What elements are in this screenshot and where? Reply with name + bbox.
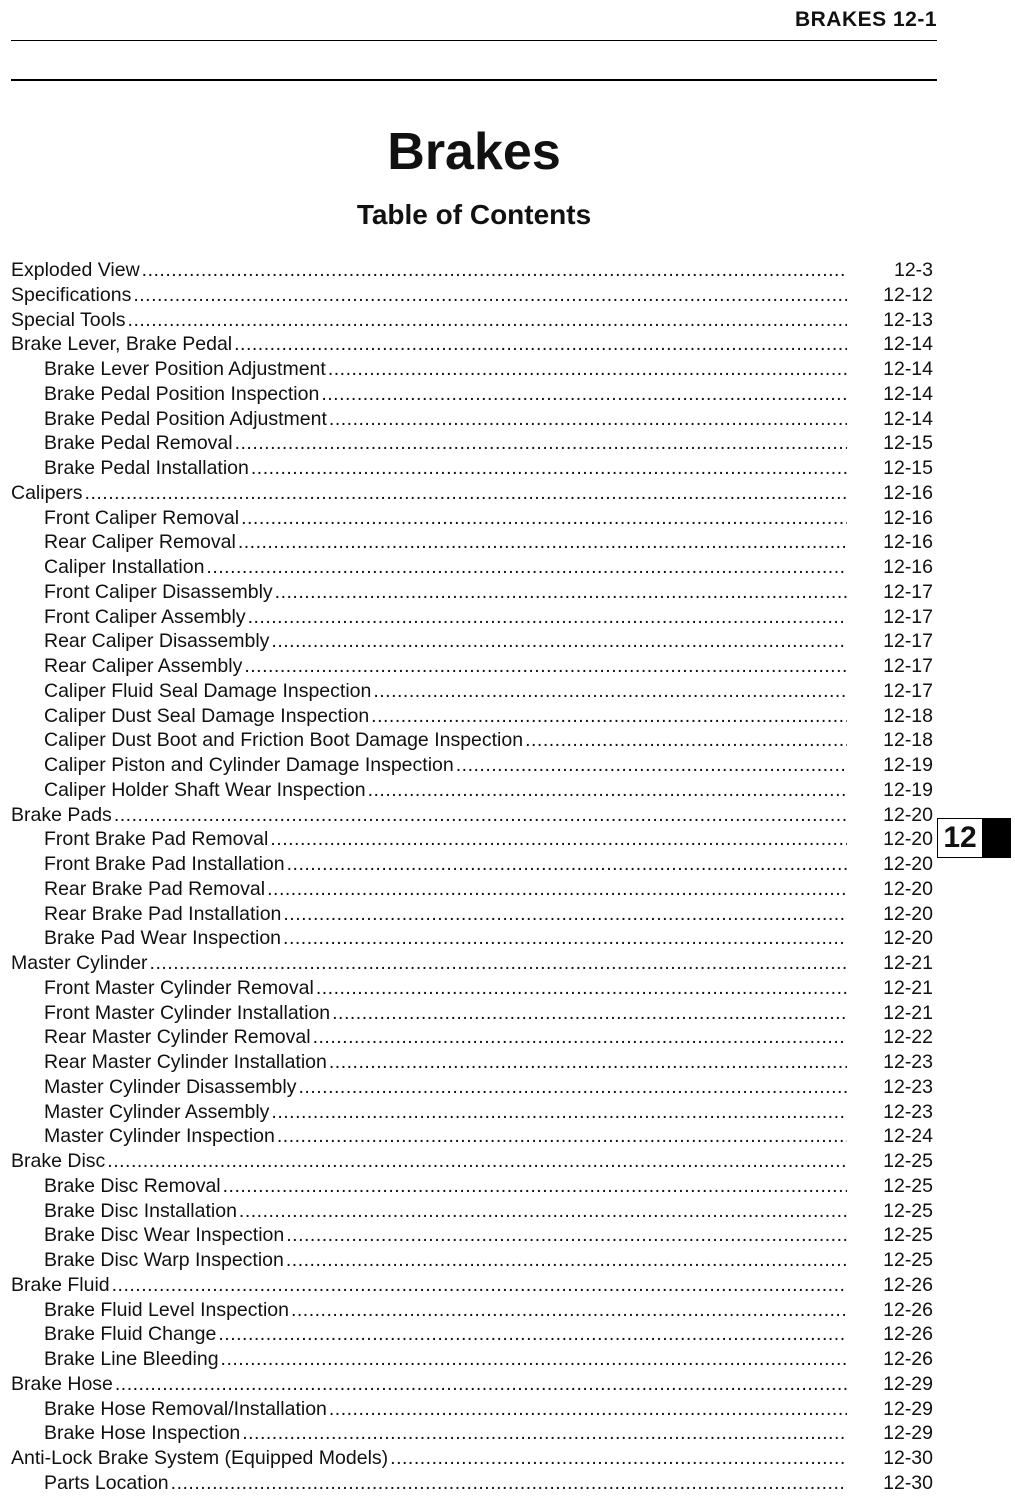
toc-dot-leader	[291, 1298, 847, 1323]
toc-page-number: 12-19	[883, 754, 933, 776]
toc-page-number: 12-15	[883, 457, 933, 479]
toc-dot-leader	[286, 1223, 847, 1248]
toc-dot-leader	[371, 704, 847, 729]
toc-page-number: 12-16	[883, 506, 933, 529]
toc-entry[interactable]	[11, 1372, 933, 1397]
toc-subentry[interactable]	[11, 778, 933, 803]
page-title: Brakes	[387, 123, 561, 181]
toc-page-number: 12-17	[883, 679, 933, 702]
toc-page-number: 12-25	[883, 1199, 933, 1222]
toc-entry-label: Caliper Piston and Cylinder Damage Inspection	[44, 754, 454, 776]
toc-subentry[interactable]	[11, 456, 933, 481]
toc-entry-label: Brake Disc	[11, 1150, 106, 1172]
toc-subentry[interactable]	[11, 1199, 933, 1224]
toc-page-number: 12-24	[883, 1125, 933, 1148]
toc-page-number: 12-25	[883, 1174, 933, 1197]
toc-subentry[interactable]	[11, 1298, 933, 1323]
toc-page-number: 12-20	[883, 853, 933, 875]
toc-entry-label: Brake Disc Installation	[44, 1199, 237, 1222]
toc-subentry[interactable]	[11, 1421, 933, 1446]
running-header: BRAKES 12-1	[794, 8, 937, 31]
toc-entry-label: Rear Caliper Removal	[44, 531, 236, 554]
toc-dot-leader	[115, 1372, 847, 1397]
toc-entry-label: Brake Pedal Position Adjustment	[44, 407, 327, 430]
toc-entry-label: Brake Hose	[11, 1372, 113, 1395]
toc-entry-label: Brake Pedal Installation	[44, 457, 249, 479]
toc-entry-label: Brake Disc Wear Inspection	[44, 1224, 285, 1247]
toc-entry-label: Caliper Fluid Seal Damage Inspection	[44, 679, 372, 702]
toc-subentry[interactable]	[11, 1001, 933, 1026]
toc-dot-leader	[234, 332, 847, 357]
toc-page-number: 12-20	[883, 902, 933, 925]
toc-subentry[interactable]	[11, 654, 933, 679]
toc-page-number: 12-26	[883, 1348, 933, 1370]
toc-dot-leader	[112, 1273, 847, 1298]
toc-page-number: 12-25	[883, 1249, 933, 1271]
toc-page-number: 12-17	[883, 655, 933, 677]
toc-page-number: 12-23	[883, 1051, 933, 1073]
toc-page-number: 12-21	[883, 1001, 933, 1024]
toc-dot-leader	[133, 283, 847, 308]
toc-page-number: 12-3	[893, 259, 933, 281]
toc-entry[interactable]	[11, 803, 933, 828]
toc-entry-label: Brake Pad Wear Inspection	[44, 927, 282, 950]
toc-dot-leader	[328, 357, 847, 382]
table-of-contents	[11, 258, 933, 1496]
toc-entry-label: Brake Hose Inspection	[44, 1422, 241, 1445]
toc-page-number: 12-21	[883, 976, 933, 999]
toc-entry[interactable]	[11, 481, 933, 506]
toc-dot-leader	[270, 827, 847, 852]
page-subtitle: Table of Contents	[356, 199, 592, 230]
toc-dot-leader	[242, 1421, 847, 1446]
toc-dot-leader	[525, 728, 847, 753]
toc-entry-label: Brake Disc Removal	[44, 1174, 221, 1197]
toc-dot-leader	[287, 852, 847, 877]
toc-subentry[interactable]	[11, 530, 933, 555]
toc-entry-label: Specifications	[11, 283, 132, 306]
toc-entry[interactable]	[11, 308, 933, 333]
toc-subentry[interactable]	[11, 753, 933, 778]
toc-subentry[interactable]	[11, 679, 933, 704]
toc-dot-leader	[267, 877, 847, 902]
toc-dot-leader	[332, 1001, 847, 1026]
toc-entry[interactable]	[11, 1446, 933, 1471]
toc-dot-leader	[271, 1100, 847, 1125]
toc-entry-label: Brake Pedal Position Inspection	[44, 382, 320, 405]
toc-entry-label: Special Tools	[11, 308, 126, 331]
toc-entry-label: Caliper Holder Shaft Wear Inspection	[44, 778, 366, 801]
toc-page-number: 12-14	[883, 333, 933, 356]
toc-dot-leader	[248, 605, 847, 630]
toc-dot-leader	[283, 926, 847, 951]
toc-subentry[interactable]	[11, 580, 933, 605]
toc-entry-label: Front Caliper Disassembly	[44, 580, 273, 603]
toc-page-number: 12-12	[883, 283, 933, 306]
toc-subentry[interactable]	[11, 605, 933, 630]
toc-dot-leader	[316, 976, 847, 1001]
toc-entry-label: Front Brake Pad Removal	[44, 828, 269, 851]
toc-entry-label: Brake Hose Removal/Installation	[44, 1397, 327, 1420]
toc-dot-leader	[235, 431, 847, 456]
toc-page-number: 12-29	[883, 1422, 933, 1445]
toc-page-number: 12-20	[883, 828, 933, 851]
toc-dot-leader	[218, 1322, 847, 1347]
toc-dot-leader	[329, 1050, 847, 1075]
toc-dot-leader	[390, 1446, 847, 1471]
header-rule	[11, 40, 937, 41]
toc-entry-label: Rear Brake Pad Installation	[44, 902, 282, 925]
toc-dot-leader	[107, 1149, 847, 1174]
toc-subentry[interactable]	[11, 1075, 933, 1100]
toc-page-number: 12-25	[883, 1150, 933, 1172]
toc-page-number: 12-18	[883, 729, 933, 752]
toc-subentry[interactable]	[11, 555, 933, 580]
toc-dot-leader	[277, 1124, 847, 1149]
toc-entry-label: Rear Caliper Disassembly	[44, 630, 270, 653]
toc-subentry[interactable]	[11, 852, 933, 877]
toc-subentry[interactable]	[11, 1124, 933, 1149]
toc-entry-label: Brake Fluid Change	[44, 1323, 217, 1346]
toc-entry[interactable]	[11, 1149, 933, 1174]
toc-dot-leader	[206, 555, 847, 580]
toc-subentry[interactable]	[11, 431, 933, 456]
toc-entry-label: Rear Master Cylinder Installation	[44, 1051, 327, 1073]
toc-dot-leader	[241, 506, 847, 531]
toc-subentry[interactable]	[11, 1025, 933, 1050]
toc-subentry[interactable]	[11, 728, 933, 753]
toc-entry-label: Parts Location	[44, 1471, 169, 1494]
toc-page-number: 12-18	[883, 704, 933, 727]
toc-page-number: 12-26	[883, 1273, 933, 1296]
toc-dot-leader	[298, 1075, 847, 1100]
toc-page-number: 12-30	[883, 1447, 933, 1469]
toc-page-number: 12-26	[883, 1323, 933, 1346]
section-tab-number: 12	[937, 818, 983, 858]
toc-page-number: 12-20	[883, 927, 933, 950]
toc-entry-label: Master Cylinder	[11, 952, 148, 974]
toc-dot-leader	[329, 1397, 847, 1422]
toc-dot-leader	[283, 902, 847, 927]
toc-page-number: 12-15	[883, 432, 933, 455]
toc-dot-leader	[238, 530, 847, 555]
toc-subentry[interactable]	[11, 1050, 933, 1075]
toc-entry-label: Caliper Installation	[44, 556, 205, 578]
toc-page-number: 12-29	[883, 1372, 933, 1395]
toc-page-number: 12-30	[883, 1471, 933, 1494]
toc-page-number: 12-20	[883, 877, 933, 900]
toc-subentry[interactable]	[11, 902, 933, 927]
toc-dot-leader	[142, 258, 847, 283]
toc-page-number: 12-23	[883, 1075, 933, 1098]
toc-entry[interactable]	[11, 283, 933, 308]
toc-entry[interactable]	[11, 951, 933, 976]
toc-page-number: 12-14	[883, 382, 933, 405]
toc-page-number: 12-17	[883, 630, 933, 653]
section-tab	[937, 818, 1011, 858]
toc-subentry[interactable]	[11, 407, 933, 432]
toc-page-number: 12-14	[883, 407, 933, 430]
toc-page-number: 12-20	[883, 803, 933, 826]
toc-dot-leader	[368, 778, 847, 803]
toc-entry-label: Brake Lever, Brake Pedal	[11, 333, 233, 356]
toc-dot-leader	[251, 456, 847, 481]
toc-subentry[interactable]	[11, 506, 933, 531]
toc-entry-label: Brake Pads	[11, 803, 112, 826]
toc-subentry[interactable]	[11, 1248, 933, 1273]
toc-entry-label: Rear Caliper Assembly	[44, 655, 243, 677]
toc-entry[interactable]	[11, 1273, 933, 1298]
toc-subentry[interactable]	[11, 1100, 933, 1125]
toc-page-number: 12-16	[883, 481, 933, 504]
toc-dot-leader	[373, 679, 847, 704]
toc-page-number: 12-14	[883, 358, 933, 380]
toc-entry-label: Front Brake Pad Installation	[44, 853, 285, 875]
toc-dot-leader	[456, 753, 847, 778]
toc-dot-leader	[239, 1199, 847, 1224]
toc-page-number: 12-29	[883, 1397, 933, 1420]
toc-dot-leader	[244, 654, 847, 679]
toc-entry-label: Brake Lever Position Adjustment	[44, 358, 326, 380]
toc-entry-label: Exploded View	[11, 259, 140, 281]
toc-entry-label: Brake Line Bleeding	[44, 1348, 219, 1370]
toc-page-number: 12-17	[883, 605, 933, 628]
toc-dot-leader	[321, 382, 847, 407]
toc-subentry[interactable]	[11, 926, 933, 951]
toc-entry-label: Master Cylinder Assembly	[44, 1100, 270, 1123]
toc-page-number: 12-19	[883, 778, 933, 801]
toc-subentry[interactable]	[11, 1174, 933, 1199]
toc-page-number: 12-16	[883, 556, 933, 578]
toc-subentry[interactable]	[11, 1397, 933, 1422]
toc-entry-label: Rear Brake Pad Removal	[44, 877, 266, 900]
toc-dot-leader	[114, 803, 847, 828]
section-tab-fill	[983, 818, 1011, 858]
toc-dot-leader	[221, 1347, 847, 1372]
header-rule-thick	[11, 79, 937, 81]
toc-subentry[interactable]	[11, 629, 933, 654]
toc-entry-label: Brake Pedal Removal	[44, 432, 233, 455]
toc-dot-leader	[223, 1174, 847, 1199]
toc-page-number: 12-17	[883, 580, 933, 603]
toc-subentry[interactable]	[11, 976, 933, 1001]
toc-page-number: 12-13	[883, 308, 933, 331]
toc-dot-leader	[128, 308, 847, 333]
toc-dot-leader	[271, 629, 847, 654]
toc-entry[interactable]	[11, 332, 933, 357]
toc-entry-label: Front Caliper Removal	[44, 506, 240, 529]
toc-subentry[interactable]	[11, 827, 933, 852]
toc-entry-label: Rear Master Cylinder Removal	[44, 1026, 311, 1049]
toc-entry-label: Front Master Cylinder Removal	[44, 976, 314, 999]
toc-subentry[interactable]	[11, 877, 933, 902]
toc-subentry[interactable]	[11, 704, 933, 729]
toc-entry-label: Brake Fluid Level Inspection	[44, 1298, 289, 1321]
toc-entry-label: Brake Fluid	[11, 1273, 110, 1296]
toc-page-number: 12-21	[883, 952, 933, 974]
toc-subentry[interactable]	[11, 357, 933, 382]
toc-entry-label: Brake Disc Warp Inspection	[44, 1249, 284, 1271]
toc-entry-label: Anti-Lock Brake System (Equipped Models)	[11, 1447, 389, 1469]
toc-page-number: 12-22	[883, 1026, 933, 1049]
toc-dot-leader	[313, 1025, 847, 1050]
toc-subentry[interactable]	[11, 382, 933, 407]
toc-page-number: 12-25	[883, 1224, 933, 1247]
toc-dot-leader	[171, 1471, 847, 1496]
toc-subentry[interactable]	[11, 1347, 933, 1372]
toc-entry-label: Calipers	[11, 481, 83, 504]
toc-subentry[interactable]	[11, 1223, 933, 1248]
toc-dot-leader	[85, 481, 847, 506]
toc-subentry[interactable]	[11, 1322, 933, 1347]
toc-page-number: 12-16	[883, 531, 933, 554]
toc-entry-label: Master Cylinder Disassembly	[44, 1075, 297, 1098]
toc-entry-label: Master Cylinder Inspection	[44, 1125, 275, 1148]
toc-entry-label: Front Master Cylinder Installation	[44, 1001, 331, 1024]
toc-dot-leader	[275, 580, 847, 605]
toc-page-number: 12-23	[883, 1100, 933, 1123]
toc-entry-label: Front Caliper Assembly	[44, 605, 246, 628]
toc-dot-leader	[150, 951, 847, 976]
toc-page-number: 12-26	[883, 1298, 933, 1321]
toc-entry[interactable]	[11, 258, 933, 283]
toc-entry-label: Caliper Dust Seal Damage Inspection	[44, 704, 370, 727]
toc-dot-leader	[286, 1248, 847, 1273]
toc-entry-label: Caliper Dust Boot and Friction Boot Damage Inspection	[44, 729, 524, 752]
toc-dot-leader	[329, 407, 847, 432]
toc-subentry[interactable]	[11, 1471, 933, 1496]
